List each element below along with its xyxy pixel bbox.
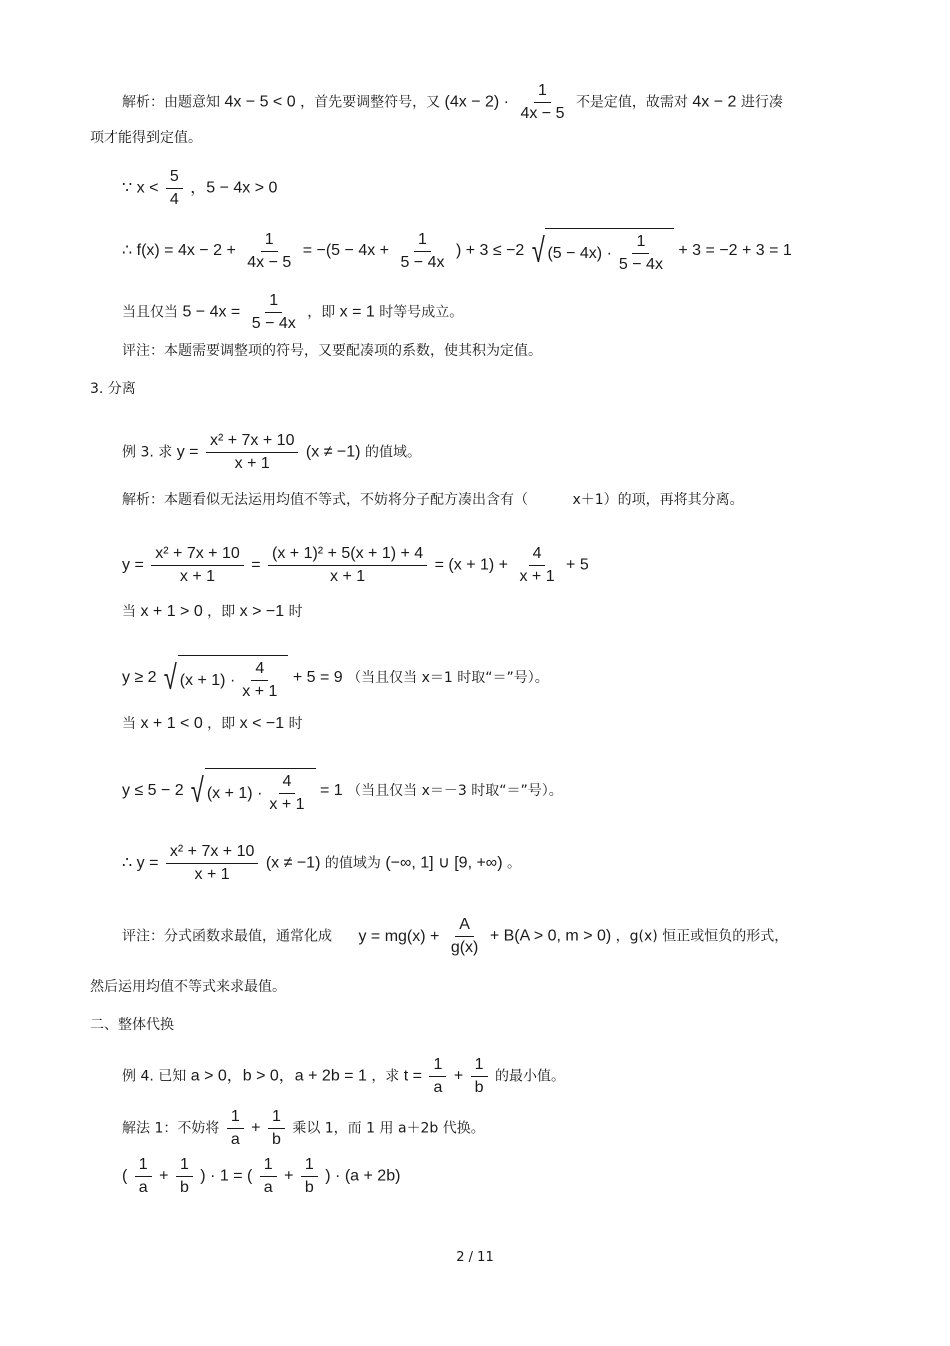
fraction (429, 1056, 446, 1097)
denominator: a (230, 1131, 240, 1148)
numerator: x² + 7x + 10 (206, 432, 299, 453)
text: 项才能得到定值。 (90, 130, 202, 146)
math-expression: x + 1 > 0 (140, 603, 203, 620)
math-expression: ) · (a + 2b) (325, 1167, 401, 1185)
analysis-line-2 (90, 128, 860, 148)
math-expression: (4x − 2) · (444, 93, 509, 111)
denominator: b (179, 1179, 189, 1196)
math-expression: = (x + 1) + (434, 556, 508, 574)
numerator: 1 (135, 1156, 152, 1177)
numerator: 1 (265, 292, 282, 313)
fraction (615, 233, 667, 274)
denominator: x + 1 (179, 568, 216, 585)
fraction (396, 231, 448, 272)
because-line (122, 168, 860, 209)
denominator: 5 − 4x (251, 315, 296, 332)
denominator: a (263, 1179, 273, 1196)
text: 当 (122, 604, 136, 620)
numerator: (x + 1)² + 5(x + 1) + 4 (268, 545, 427, 566)
math-expression: ) + 3 ≤ −2 (455, 242, 525, 259)
math-expression: y = mg(x) + (358, 927, 440, 945)
denominator: x + 1 (330, 568, 366, 585)
math-expression: t = (403, 1067, 422, 1085)
case-negative-inequality (122, 768, 860, 814)
square-root (188, 768, 315, 814)
math-expression: 5 − 4x = (182, 303, 241, 321)
denominator: 4x − 5 (247, 253, 292, 271)
numerator: 1 (429, 1056, 446, 1077)
substitution-equation-line (122, 1156, 860, 1197)
numerator: 4 (279, 773, 296, 794)
radicand (178, 655, 289, 701)
range-conclusion-line (122, 843, 860, 884)
denominator: x + 1 (519, 568, 555, 585)
fraction (206, 432, 299, 473)
denominator: b (304, 1179, 314, 1196)
text: 时 (288, 604, 303, 620)
math-expression: ∵ x < (122, 179, 159, 197)
math-expression: ，5 − 4x > 0 (190, 179, 278, 197)
numerator: x² + 7x + 10 (166, 843, 259, 864)
numerator: A (455, 916, 474, 937)
fraction (243, 231, 295, 272)
numerator: 1 (471, 1056, 488, 1077)
numerator: 4 (529, 545, 546, 566)
text: ，即 (307, 304, 336, 321)
numerator: 5 (166, 168, 183, 189)
denominator: 5 − 4x (618, 256, 663, 273)
math-expression: 4x − 5 < 0 (224, 93, 296, 111)
numerator: 1 (534, 82, 551, 103)
text: 的最小值。 (494, 1068, 565, 1085)
comment-line (122, 341, 860, 361)
numerator: 4 (251, 660, 268, 681)
math-expression: = −(5 − 4x + (302, 242, 389, 259)
text: 当且仅当 (122, 304, 178, 321)
numerator: 1 (301, 1156, 318, 1177)
math-expression: + (453, 1067, 464, 1085)
text: ，首先要调整符号，又 (300, 94, 441, 111)
text: 的值域。 (364, 444, 421, 461)
text: 例 3. 求 (122, 444, 173, 461)
text: x＋1）的项，再将其分离。 (572, 492, 744, 508)
text: 解析：由题意知 (122, 94, 220, 111)
math-expression: (x ≠ −1) (305, 443, 361, 461)
text: （当且仅当 x＝－3 时取“＝”号）。 (347, 783, 563, 799)
case-negative-line (122, 714, 860, 734)
example-3-line (122, 432, 860, 473)
text: 解析：本题看似无法运用均值不等式，不妨将分子配方凑出含有（ (122, 492, 528, 508)
square-root (161, 655, 288, 701)
therefore-line (122, 228, 860, 274)
text: 然后运用均值不等式来求最值。 (90, 979, 286, 995)
fraction (301, 1156, 318, 1197)
comment-3-line (122, 916, 860, 957)
math-expression: x + 1 < 0 (140, 715, 203, 732)
text: ，即 (207, 716, 236, 732)
text: 当 (122, 716, 136, 732)
radicand-expression: (x + 1) · (179, 671, 236, 689)
fraction (447, 916, 483, 957)
fraction (265, 773, 308, 814)
radicand-expression: (x + 1) · (206, 784, 263, 802)
separation-equation-line (122, 545, 860, 586)
math-expression: 4x − 2 (692, 93, 737, 111)
section-heading: 3. 分离 (90, 381, 136, 397)
math-expression: a > 0，b > 0，a + 2b = 1 (190, 1067, 367, 1085)
fraction (260, 1156, 277, 1197)
numerator: 1 (268, 1108, 285, 1129)
text: 乘以 1，而 1 用 a＋2b 代换。 (292, 1120, 485, 1137)
denominator: x + 1 (242, 683, 278, 700)
math-expression: y ≤ 5 − 2 (122, 782, 184, 799)
text: 。 (507, 855, 521, 872)
text: 时等号成立。 (379, 304, 464, 321)
denominator: x + 1 (234, 455, 270, 472)
math-expression: y = (176, 443, 199, 461)
text: 评注：分式函数求最值，通常化成 (122, 928, 332, 945)
numerator: 1 (261, 231, 278, 252)
square-root (529, 228, 674, 274)
text: 时 (288, 716, 303, 732)
text: 解法 1：不妨将 (122, 1120, 220, 1137)
fraction (515, 545, 558, 586)
math-expression: + 5 (566, 556, 589, 574)
example-4-line (122, 1056, 860, 1097)
math-expression: (x ≠ −1) (265, 854, 321, 872)
radicand (545, 228, 674, 274)
text: 不是定值，故需对 (575, 94, 688, 111)
fraction (227, 1108, 244, 1149)
math-expression: x > −1 (239, 603, 285, 620)
math-expression: ∴ y = (122, 854, 159, 872)
radicand (205, 768, 316, 814)
math-expression: x < −1 (239, 715, 285, 732)
section-heading-separation (90, 379, 860, 399)
fraction (248, 292, 300, 333)
math-expression: + (159, 1167, 169, 1185)
numerator: x² + 7x + 10 (151, 545, 244, 566)
math-expression: x = 1 (339, 303, 375, 321)
fraction (471, 1056, 488, 1097)
math-expression: ( (122, 1167, 128, 1185)
denominator: a (138, 1179, 148, 1196)
fraction (268, 545, 427, 586)
denominator: 4x − 5 (520, 105, 565, 122)
numerator: 1 (414, 231, 431, 252)
fraction (166, 168, 183, 209)
math-expression: = (251, 556, 261, 574)
case-positive-line (122, 602, 860, 622)
denominator: b (474, 1079, 484, 1096)
case-positive-inequality (122, 655, 860, 701)
analysis-line-1 (122, 82, 860, 123)
fraction (135, 1156, 152, 1197)
text: ，求 (371, 1068, 400, 1085)
denominator: a (433, 1079, 443, 1096)
numerator: 1 (227, 1108, 244, 1129)
radical-sign: √ (531, 232, 545, 270)
fraction (166, 843, 259, 884)
section-heading: 二、整体代换 (90, 1017, 174, 1033)
math-expression: ∴ f(x) = 4x − 2 + (122, 242, 236, 259)
fraction (151, 545, 244, 586)
math-expression: ) · 1 = ( (200, 1167, 253, 1185)
solution-1-line (122, 1108, 860, 1149)
math-expression: + 3 = −2 + 3 = 1 (678, 242, 792, 259)
equality-condition-line (122, 292, 860, 333)
text: 进行凑 (740, 94, 783, 111)
denominator: g(x) (450, 939, 479, 956)
radical-sign: √ (190, 772, 205, 810)
text: ，即 (207, 604, 236, 620)
text: 例 4. 已知 (122, 1068, 187, 1085)
fraction (176, 1156, 193, 1197)
numerator: 1 (176, 1156, 193, 1177)
radical-sign: √ (163, 659, 177, 697)
math-expression: + (284, 1167, 294, 1185)
math-expression: (−∞, 1] ∪ [9, +∞) (385, 854, 503, 872)
fraction (268, 1108, 285, 1149)
math-expression: + (251, 1119, 261, 1137)
denominator: 4 (169, 191, 179, 208)
comment-3-continued (90, 977, 860, 997)
text: 的值域为 (324, 855, 381, 872)
math-expression: y = (122, 556, 144, 574)
numerator: 1 (260, 1156, 277, 1177)
section-heading-substitution (90, 1015, 860, 1035)
page-number: 2 / 11 (456, 1250, 494, 1265)
math-expression: + 5 = 9 (292, 669, 343, 686)
denominator: x + 1 (194, 866, 230, 883)
fraction (238, 660, 281, 701)
text: 评注：本题需要调整项的符号，又要配凑项的系数，使其积为定值。 (122, 343, 542, 359)
denominator: 5 − 4x (400, 253, 445, 271)
text: ，g(x) 恒正或恒负的形式， (615, 928, 789, 945)
denominator: x + 1 (269, 796, 305, 813)
math-expression: = 1 (319, 782, 343, 799)
denominator: b (271, 1131, 281, 1148)
fraction (516, 82, 568, 123)
radicand-expression: (5 − 4x) · (547, 244, 612, 262)
math-expression: y ≥ 2 (122, 669, 157, 686)
math-expression: + B(A > 0, m > 0) (489, 927, 612, 945)
analysis-3-line (122, 490, 860, 510)
text: （当且仅当 x＝1 时取“＝”号）。 (347, 670, 549, 686)
numerator: 1 (632, 233, 649, 254)
